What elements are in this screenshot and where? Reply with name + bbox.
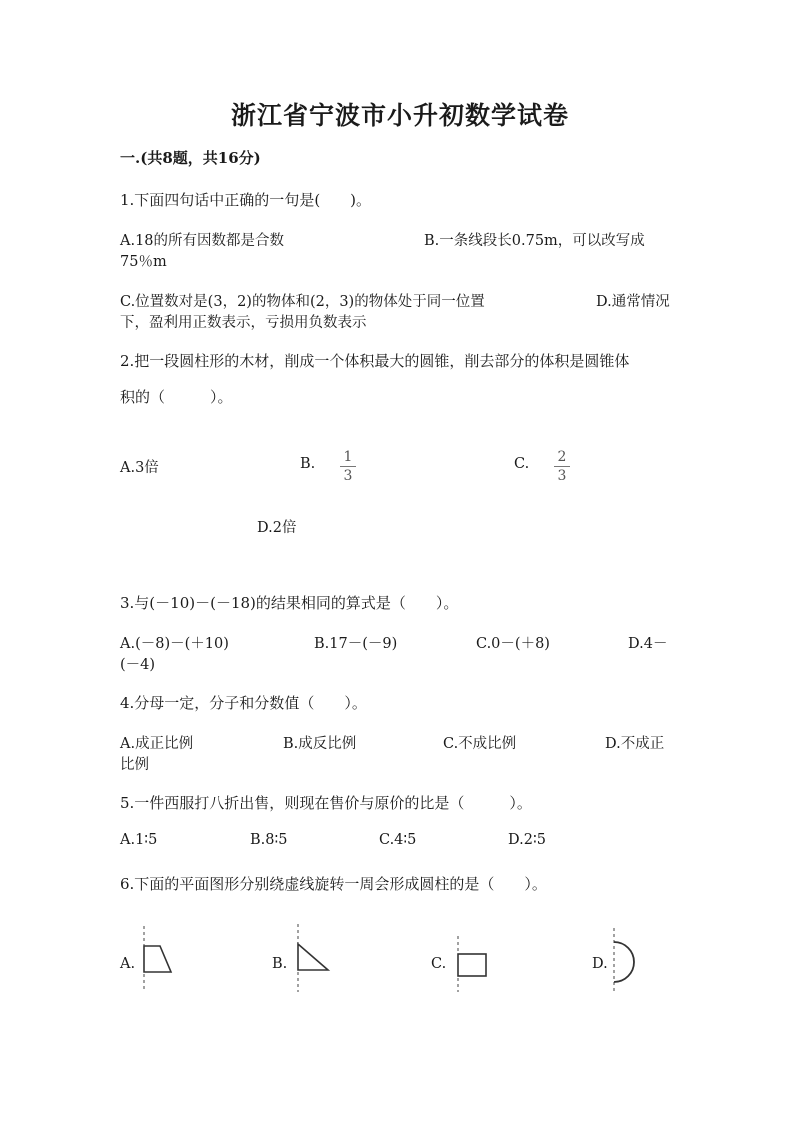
question-4-option-a: A.成正比例 — [120, 736, 194, 752]
question-6-option-a: A. — [120, 956, 136, 972]
question-6-option-c: C. — [431, 956, 447, 972]
question-1-option-b-cont: 75％m — [120, 254, 167, 270]
question-4-option-d: D.不成正 — [605, 736, 665, 752]
question-3-option-c: C.0－(＋8) — [476, 636, 550, 652]
question-6-option-d: D. — [592, 956, 608, 972]
question-2-stem: 2.把一段圆柱形的木材，削成一个体积最大的圆锥，削去部分的体积是圆锥体 — [120, 352, 630, 370]
question-5-option-b: B.8∶5 — [250, 832, 288, 848]
question-5-option-d: D.2∶5 — [508, 832, 546, 848]
question-4-option-d-cont: 比例 — [120, 757, 149, 773]
question-4-option-c: C.不成比例 — [443, 736, 517, 752]
question-2-fraction-b — [340, 449, 356, 484]
page-title: 浙江省宁波市小升初数学试卷 — [230, 101, 569, 130]
question-3-option-b: B.17－(－9) — [314, 636, 398, 652]
question-5-option-a: A.1∶5 — [120, 832, 158, 848]
fraction-bar — [554, 466, 570, 467]
question-1-option-c: C.位置数对是(3，2)的物体和(2，3)的物体处于同一位置 — [120, 294, 485, 310]
question-2-option-c: C. — [514, 456, 530, 472]
question-3-option-d: D.4－ — [628, 636, 668, 652]
trapezoid-shape-icon — [138, 926, 178, 990]
question-2-stem-cont: 积的（ ）。 — [120, 388, 233, 406]
question-2-option-a: A.3倍 — [120, 460, 159, 476]
question-1-option-d-cont: 下，盈利用正数表示，亏损用负数表示 — [120, 315, 367, 331]
question-1-stem: 1.下面四句话中正确的一句是( )。 — [120, 191, 372, 209]
question-5-stem: 5.一件西服打八折出售，则现在售价与原价的比是（ ）。 — [120, 794, 532, 812]
question-1-option-b: B.一条线段长0.75m，可以改写成 — [424, 233, 645, 249]
fraction-denominator: 3 — [343, 468, 353, 484]
question-6-stem: 6.下面的平面图形分别绕虚线旋转一周会形成圆柱的是（ ）。 — [120, 875, 547, 893]
question-4-stem: 4.分母一定，分子和分数值（ ）。 — [120, 694, 367, 712]
rectangle-shape-icon — [452, 936, 492, 992]
fraction-denominator: 3 — [557, 468, 567, 484]
question-3-option-d-cont: (－4) — [120, 657, 156, 673]
fraction-numerator: 2 — [557, 449, 567, 465]
question-4-option-b: B.成反比例 — [283, 736, 357, 752]
question-6-option-b: B. — [272, 956, 288, 972]
question-1-option-a: A.18的所有因数都是合数 — [120, 233, 285, 249]
triangle-shape-icon — [292, 924, 336, 992]
question-3-option-a: A.(－8)－(＋10) — [120, 636, 229, 652]
question-2-option-b: B. — [300, 456, 316, 472]
question-5-option-c: C.4∶5 — [379, 832, 417, 848]
question-2-option-d: D.2倍 — [257, 520, 297, 536]
question-3-stem: 3.与(－10)－(－18)的结果相同的算式是（ ）。 — [120, 594, 459, 612]
question-2-fraction-c — [554, 449, 570, 484]
fraction-numerator: 1 — [343, 449, 353, 465]
semicircle-shape-icon — [606, 928, 646, 992]
question-1-option-d: D.通常情况 — [596, 294, 670, 310]
fraction-bar — [340, 466, 356, 467]
section-heading: 一.(共8题，共16分) — [120, 149, 261, 167]
